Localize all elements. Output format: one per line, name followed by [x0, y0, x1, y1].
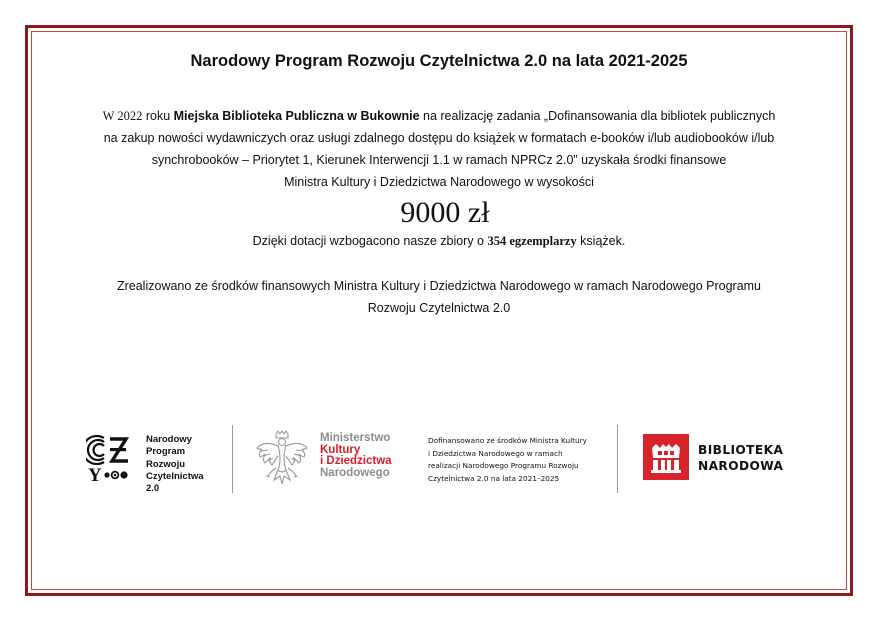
funding-note-line-1: Dofinansowano ze środków Ministra Kultury: [428, 436, 587, 445]
intro-line-1: [0, 105, 878, 127]
funding-note: [428, 435, 587, 485]
page-title: Narodowy Program Rozwoju Czytelnictwa 2.0 na lata 2021-2025: [190, 52, 688, 70]
nprcz-logo-text: [146, 434, 204, 495]
book-count: 354 egzemplarzy: [487, 234, 577, 248]
polish-eagle-icon: [254, 430, 310, 488]
intro-w: W: [102, 109, 118, 123]
bn-logo: [643, 434, 803, 482]
bn-line-2: NARODOWA: [698, 459, 784, 473]
result-before: Dzięki dotacji wzbogacono nasze zbiory o: [252, 234, 488, 248]
intro-line-2: na zakup nowości wydawniczych oraz usługi zdalnego dostępu do książek w formatach e-booków i/lub audiobooków i/lub: [103, 131, 775, 145]
intro-line-1-rest: na realizację zadania „Dofinansowania dla bibliotek publicznych: [419, 109, 776, 123]
mkidn-logo-text: [320, 433, 392, 479]
mkidn-line-3: i Dziedzictwa: [320, 455, 392, 467]
intro-line-4: Ministra Kultury i Dziedzictwa Narodowego w wysokości: [284, 175, 594, 189]
bn-logo-text: [698, 442, 783, 474]
grant-amount: 9000 zł: [400, 196, 490, 229]
nprcz-logo: [86, 432, 226, 496]
intro-year: 2022: [117, 109, 143, 123]
funding-note-line-2: i Dziedzictwa Narodowego w ramach: [428, 448, 563, 458]
library-name: Miejska Biblioteka Publiczna w Bukownie: [173, 109, 420, 123]
mkidn-line-4: Narodowego: [320, 466, 390, 479]
logo-divider-1: [232, 425, 233, 493]
realized-line-2: Rozwoju Czytelnictwa 2.0: [367, 301, 511, 315]
result-line: [0, 230, 878, 252]
bn-line-1: BIBLIOTEKA: [698, 443, 784, 457]
nprcz-line-4: Czytelnictwa: [146, 470, 204, 482]
realized-line-1: Zrealizowano ze środków finansowych Ministra Kultury i Dziedzictwa Narodowego w ramach Narodowego Programu: [116, 279, 762, 293]
nprcz-line-1: Narodowy: [146, 434, 192, 445]
nprcz-line-3: Rozwoju: [146, 458, 186, 470]
mkidn-line-1: Ministerstwo: [320, 432, 391, 444]
intro-roku: roku: [142, 109, 174, 123]
nprcz-logo-icon: [86, 434, 138, 486]
result-after: książek.: [576, 234, 626, 248]
nprcz-line-5: 2.0: [146, 483, 160, 495]
mkidn-line-2: Kultury: [320, 443, 361, 456]
mkidn-logo: [254, 430, 414, 490]
funding-note-line-4: Czytelnictwa 2.0 na lata 2021–2025: [428, 473, 560, 483]
crown-icon: [643, 434, 689, 480]
nprcz-line-2: Program: [146, 446, 186, 458]
svg-text:Y: Y: [88, 465, 102, 486]
intro-line-3: synchrobooków – Priorytet 1, Kierunek Interwencji 1.1 w ramach NPRCz 2.0” uzyskała środki finansowe: [151, 153, 727, 167]
funding-note-line-3: realizacji Narodowego Programu Rozwoju: [428, 461, 579, 470]
bn-badge: [643, 434, 689, 480]
logo-divider-2: [617, 425, 618, 493]
